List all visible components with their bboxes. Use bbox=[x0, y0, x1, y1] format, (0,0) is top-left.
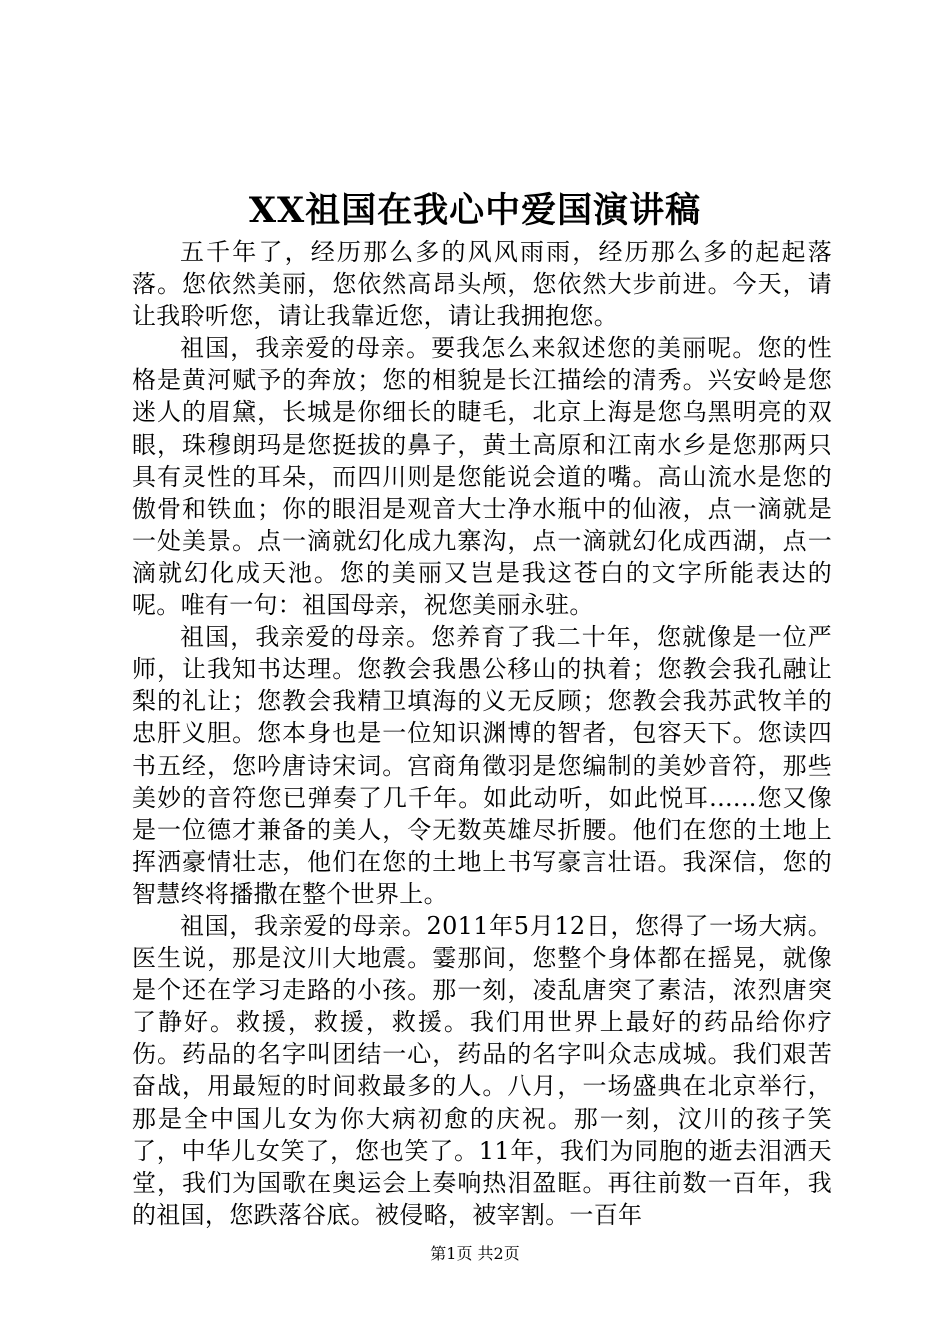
document-title: XX祖国在我心中爱国演讲稿 bbox=[248, 190, 702, 231]
paragraph-3: 祖国，我亲爱的母亲。您养育了我二十年，您就像是一位严师，让我知书达理。您教会我愚公移山的执着；您教会我孔融让梨的礼让；您教会我精卫填海的义无反顾；您教会我苏武牧羊的忠肝义胆。您本身也是一位知识渊博的智者，包容天下。您读四书五经，您吟唐诗宋词。宫商角徵羽是您编制的美妙音符，那些美妙的音符您已弹奏了几千年。如此动听，如此悦耳......您又像是一位德才兼备的美人，令无数英雄尽折腰。他们在您的土地上挥洒豪情壮志，他们在您的土地上书写豪言壮语。我深信，您的智慧终将播撒在整个世界上。 bbox=[132, 623, 832, 908]
page-footer: 第1页 共2页 bbox=[430, 1244, 520, 1263]
paragraph-2: 祖国，我亲爱的母亲。要我怎么来叙述您的美丽呢。您的性格是黄河赋予的奔放；您的相貌是长江描绘的清秀。兴安岭是您迷人的眉黛，长城是你细长的睫毛，北京上海是您乌黑明亮的双眼，珠穆朗玛是您挺拔的鼻子，黄土高原和江南水乡是您那两只具有灵性的耳朵，而四川则是您能说会道的嘴。高山流水是您的傲骨和铁血；你的眼泪是观音大士净水瓶中的仙液，点一滴就是一处美景。点一滴就幻化成九寨沟，点一滴就幻化成西湖，点一滴就幻化成天池。您的美丽又岂是我这苍白的文字所能表达的呢。唯有一句：祖国母亲，祝您美丽永驻。 bbox=[132, 334, 832, 620]
paragraph-1: 五千年了，经历那么多的风风雨雨，经历那么多的起起落落。您依然美丽，您依然高昂头颅，您依然大步前进。今天，请让我聆听您，请让我靠近您，请让我拥抱您。 bbox=[132, 238, 832, 331]
paragraph-4: 祖国，我亲爱的母亲。2011年5月12日，您得了一场大病。医生说，那是汶川大地震。霎那间，您整个身体都在摇晃，就像是个还在学习走路的小孩。那一刻，凌乱唐突了素洁，浓烈唐突了静好。救援，救援，救援。我们用世界上最好的药品给你疗伤。药品的名字叫团结一心，药品的名字叫众志成城。我们艰苦奋战，用最短的时间救最多的人。八月，一场盛典在北京举行，那是全中国儿女为你大病初愈的庆祝。那一刻，汶川的孩子笑了，中华儿女笑了，您也笑了。11年，我们为同胞的逝去泪洒天堂，我们为国歌在奥运会上奏响热泪盈眶。再往前数一百年，我的祖国，您跌落谷底。被侵略，被宰割。一百年 bbox=[132, 911, 832, 1229]
document-body bbox=[132, 236, 832, 1231]
